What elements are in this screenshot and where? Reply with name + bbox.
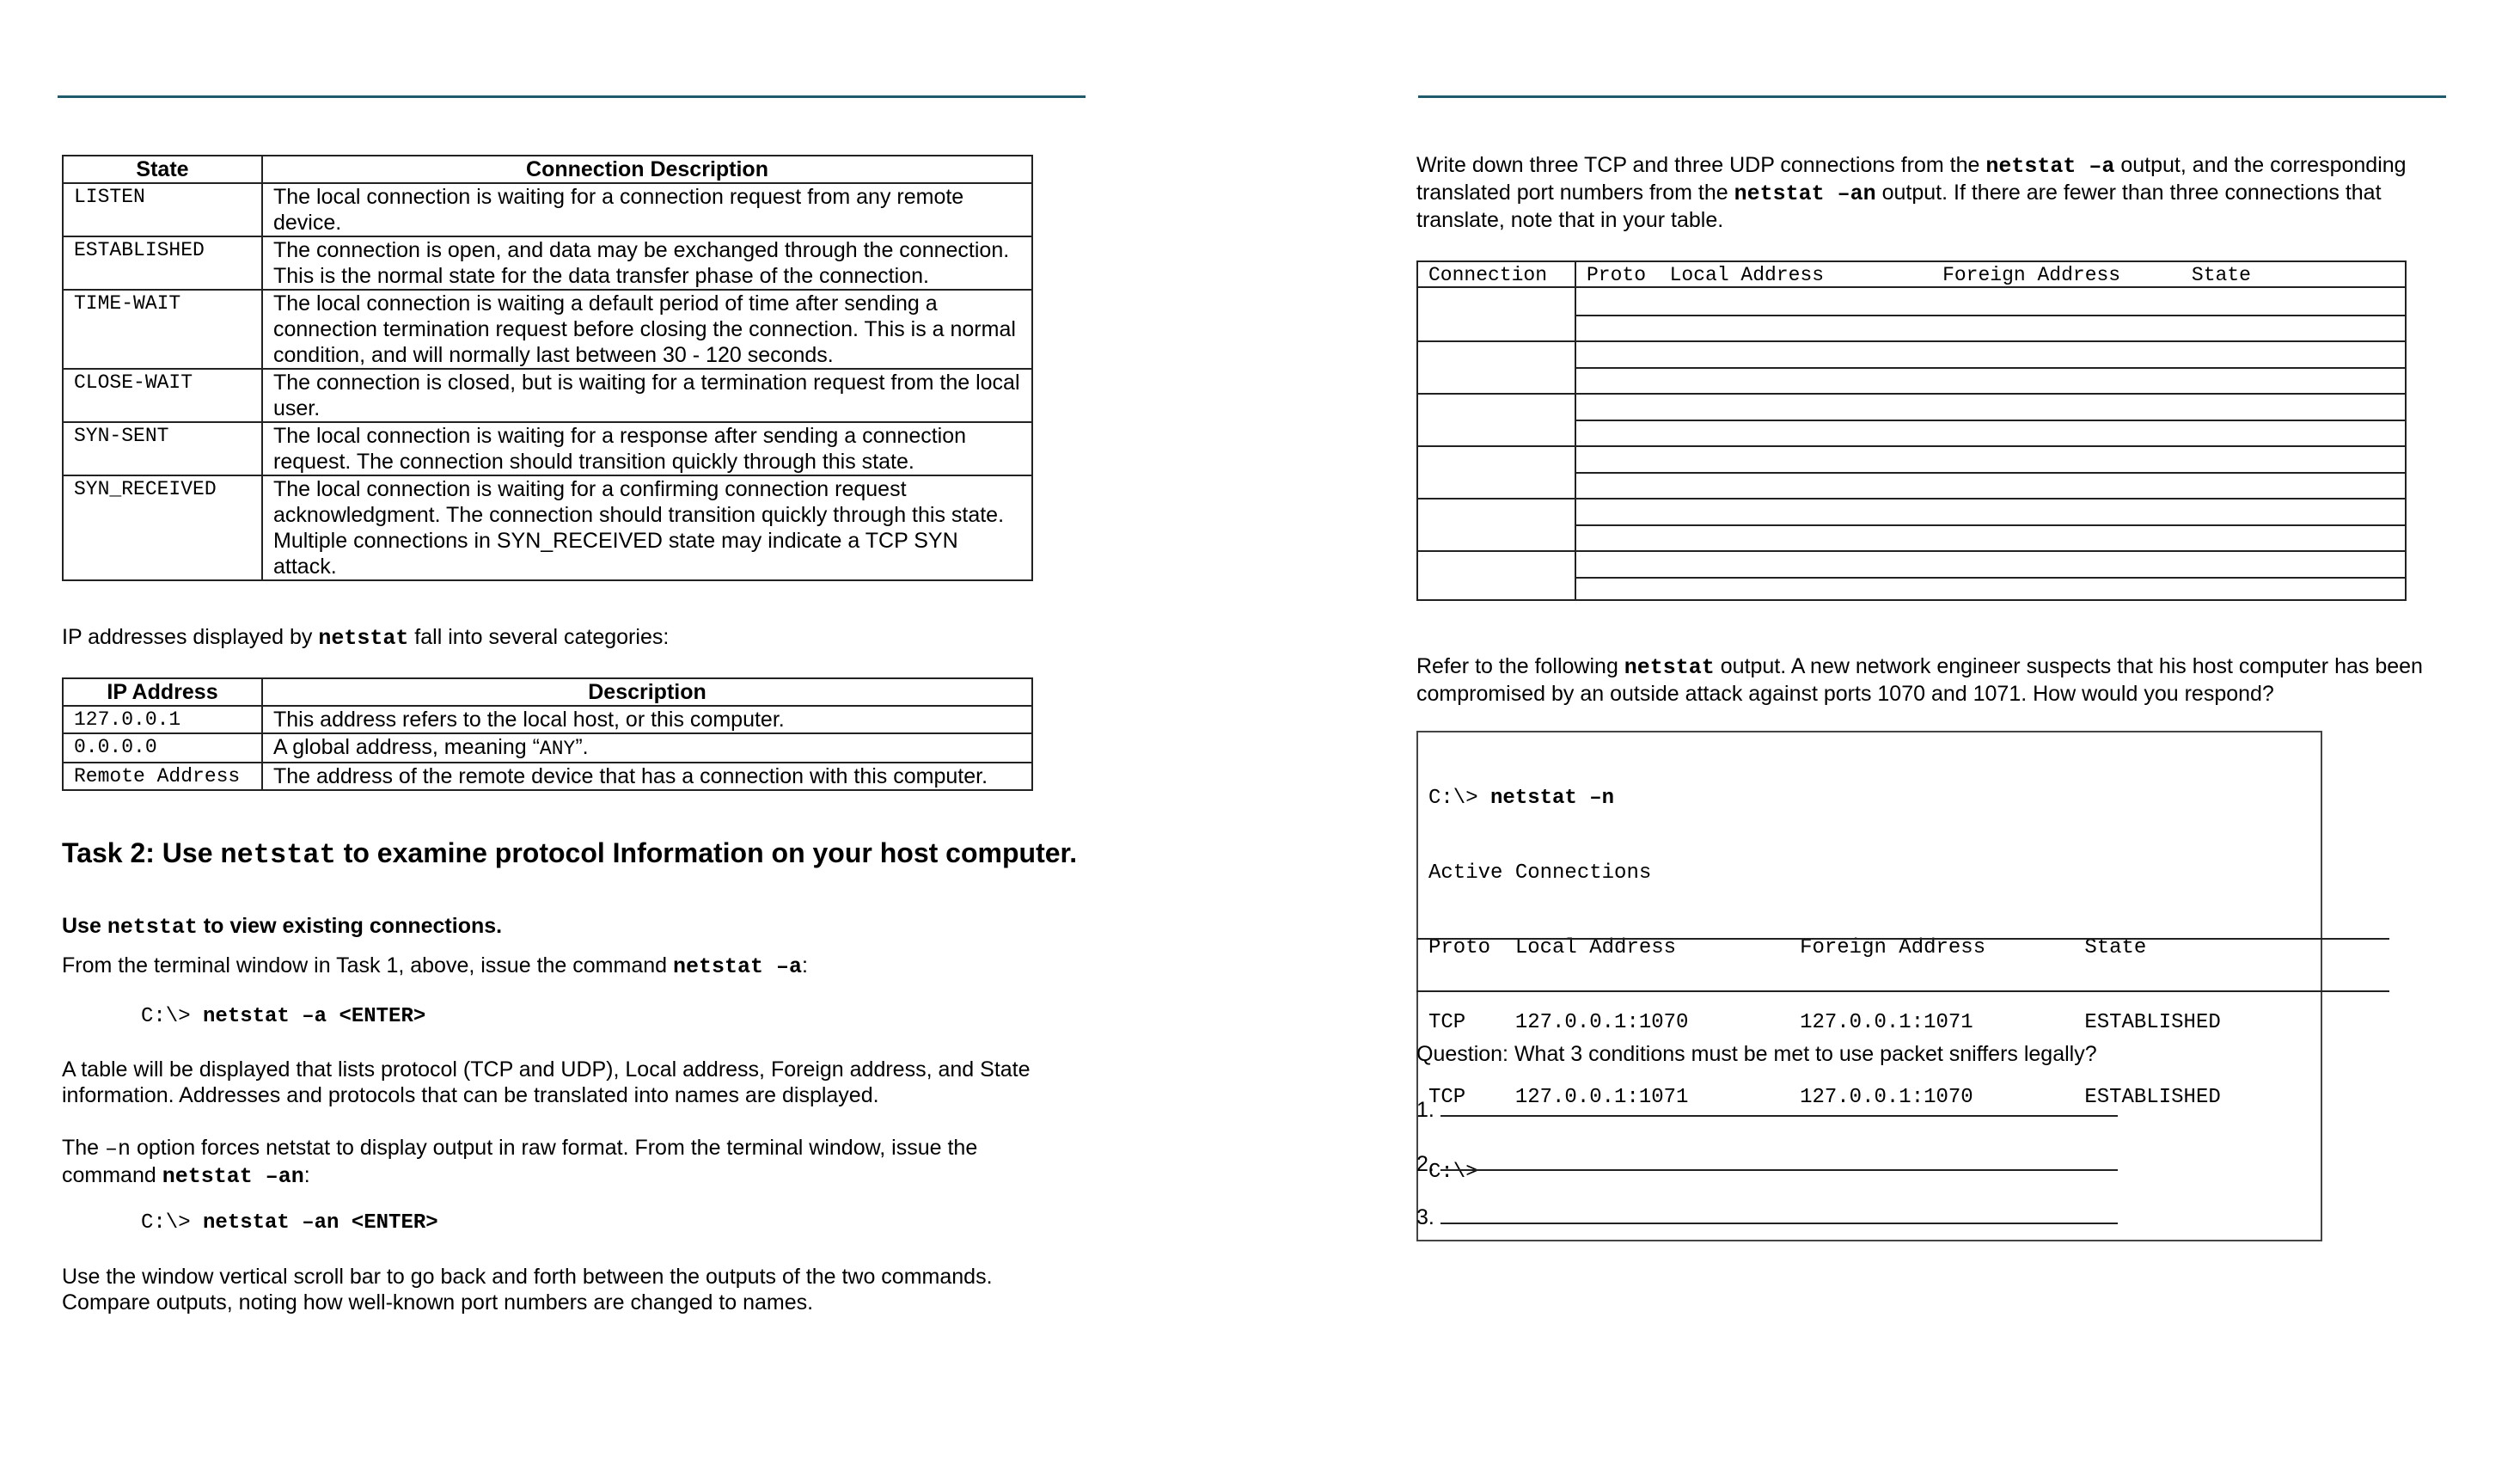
task2-heading — [62, 836, 1077, 873]
table-row — [63, 369, 1032, 422]
ip-desc-code: ANY — [539, 738, 576, 760]
connections-row-rule — [1575, 367, 2405, 369]
state-description: The connection is open, and data may be exchanged through the connection. This is the normal state for the data transfer phase of the connection. — [262, 236, 1032, 290]
state-description: The local connection is waiting for a confirming connection request acknowledgment. The connection should transition quickly through this state. Multiple connections in SYN_RECEIVED state may indicate a TCP SYN attack. — [262, 475, 1032, 580]
task2-post: to examine protocol Information on your host computer. — [335, 837, 1078, 868]
answer-item-3 — [1416, 1202, 2121, 1230]
para3-mid: option forces netstat to display output in raw format. From the terminal window, issue the command — [62, 1136, 978, 1187]
question-packet-sniffers: Question: What 3 conditions must be met to use packet sniffers legally? — [1416, 1042, 2097, 1066]
console-line: Proto Local Address Foreign Address State — [1428, 936, 2147, 959]
r-para1-post: output. If there are fewer than three connections that translate, note that in your table. — [1416, 181, 2382, 232]
r-para2-pre: Refer to the following — [1416, 654, 1624, 678]
connections-divider — [1575, 262, 1576, 599]
para1-pre: From the terminal window in Task 1, above, issue the command — [62, 953, 673, 978]
console-line: C:\> — [1428, 1161, 1478, 1184]
connections-group-rule — [1418, 498, 2405, 499]
task2-pre: Task 2: Use — [62, 837, 221, 868]
r-para1-cmd2: netstat –an — [1734, 181, 1876, 206]
state-description: The local connection is waiting for a connection request from any remote device. — [262, 183, 1032, 236]
connections-group-rule — [1418, 340, 2405, 342]
console-line: TCP 127.0.0.1:1071 127.0.0.1:1070 ESTABLISHED — [1428, 1086, 2221, 1109]
answer-line[interactable] — [1440, 1202, 2118, 1224]
connections-header-columns: Proto Local Address Foreign Address State — [1587, 264, 2251, 286]
state-description: The local connection is waiting a default period of time after sending a connection termination request before closing the connection. This is a normal condition, and will normally last between 30 - 120 seconds. — [262, 290, 1032, 369]
state-name: LISTEN — [63, 183, 262, 236]
answer-item-2 — [1416, 1149, 2121, 1177]
state-description: The connection is closed, but is waiting for a termination request from the local user. — [262, 369, 1032, 422]
para3-post: : — [303, 1163, 310, 1187]
sub1-post: to view existing connections. — [197, 914, 503, 938]
connections-group-rule — [1418, 445, 2405, 447]
r-para2-post: output. A new network engineer suspects that his host computer has been compromised by an outside attack against ports 1070 and 1071. How would you respond? — [1416, 654, 2423, 706]
para3-cmd: netstat –an — [162, 1164, 304, 1189]
ip-value: Remote Address — [63, 763, 262, 790]
paragraph-table-displayed: A table will be displayed that lists protocol (TCP and UDP), Local address, Foreign address, and State information. Addresses and protocols that can be translated into names are displayed. — [62, 1057, 1031, 1107]
connections-row-rule — [1575, 420, 2405, 421]
ip-value: 127.0.0.1 — [63, 706, 262, 733]
state-description: The local connection is waiting for a response after sending a connection request. The connection should transition quickly through this state. — [262, 422, 1032, 475]
ip-desc-pre: A global address, meaning “ — [273, 735, 540, 759]
console-line: TCP 127.0.0.1:1070 127.0.0.1:1071 ESTABLISHED — [1428, 1011, 2221, 1034]
table-row — [63, 475, 1032, 580]
table-row — [63, 183, 1032, 236]
connections-header-connection: Connection — [1428, 264, 1548, 286]
answer-number: 1. — [1416, 1098, 1434, 1122]
answer-number: 3. — [1416, 1205, 1434, 1229]
connections-group-rule — [1418, 393, 2405, 395]
table-row — [63, 422, 1032, 475]
r-para1-pre: Write down three TCP and three UDP connections from the — [1416, 153, 1986, 177]
command-netstat-an — [62, 1210, 438, 1236]
sub1-cmd: netstat — [107, 915, 198, 940]
para3-pre: The — [62, 1136, 106, 1160]
para3-opt: –n — [105, 1137, 132, 1161]
answer-line[interactable] — [1416, 970, 2389, 992]
state-name: SYN-SENT — [63, 422, 262, 475]
table-row — [63, 763, 1032, 790]
answer-line[interactable] — [1440, 1094, 2118, 1117]
tcp-states-table — [62, 155, 1033, 581]
connections-table — [1416, 260, 2407, 601]
table-row — [63, 236, 1032, 290]
subheading-view-connections — [62, 913, 502, 941]
ip-description — [262, 733, 1032, 763]
cmd2-prompt: C:\> — [141, 1211, 204, 1235]
r-para1-mid: output, and the corresponding translated port numbers from the — [1416, 153, 2407, 205]
connections-row-rule — [1575, 315, 2405, 316]
console-command-line — [1428, 786, 2310, 811]
state-name: TIME-WAIT — [63, 290, 262, 369]
r-para2-cmd: netstat — [1624, 655, 1715, 680]
ip-intro-post: fall into several categories: — [408, 625, 670, 649]
connections-header-row — [1418, 262, 2405, 288]
right-header-rule — [1418, 95, 2446, 98]
table-row — [63, 290, 1032, 369]
ip-description: The address of the remote device that has a connection with this computer. — [262, 763, 1032, 790]
ip-intro-cmd: netstat — [318, 626, 409, 651]
paragraph-issue-command — [62, 953, 808, 980]
answer-item-1 — [1416, 1094, 2121, 1123]
table-row — [63, 706, 1032, 733]
console-prompt: C:\> — [1428, 787, 1491, 810]
connections-row-rule — [1575, 472, 2405, 474]
ip-intro-pre: IP addresses displayed by — [62, 625, 319, 649]
console-command: netstat –n — [1490, 787, 1615, 810]
sub1-pre: Use — [62, 914, 107, 938]
states-header-state: State — [63, 156, 262, 183]
connections-row-rule — [1575, 577, 2405, 579]
connections-row-rule — [1575, 524, 2405, 526]
state-name: SYN_RECEIVED — [63, 475, 262, 580]
console-line: Active Connections — [1428, 861, 1652, 885]
ip-value: 0.0.0.0 — [63, 733, 262, 763]
connections-group-rule — [1418, 550, 2405, 552]
answer-number: 2. — [1416, 1152, 1434, 1176]
paragraph-refer-output — [1416, 653, 2448, 707]
r-para1-cmd1: netstat –a — [1985, 154, 2115, 179]
ip-desc-post: ”. — [575, 735, 589, 759]
cmd1-prompt: C:\> — [141, 1005, 204, 1028]
paragraph-n-option — [62, 1135, 1050, 1190]
ip-header-address: IP Address — [63, 678, 262, 706]
answer-line[interactable] — [1416, 917, 2389, 940]
state-name: ESTABLISHED — [63, 236, 262, 290]
ip-header-description: Description — [262, 678, 1032, 706]
para1-post: : — [802, 953, 808, 978]
ip-intro-paragraph — [62, 624, 669, 652]
paragraph-scroll-compare: Use the window vertical scroll bar to go back and forth between the outputs of the two commands. Compare outputs, noting how well-known port numbers are changed to names. — [62, 1265, 993, 1315]
states-header-description: Connection Description — [262, 156, 1032, 183]
left-header-rule — [58, 95, 1086, 98]
command-netstat-a — [62, 1004, 425, 1030]
answer-line[interactable] — [1440, 1149, 2118, 1171]
cmd2-text: netstat –an <ENTER> — [203, 1211, 438, 1235]
table-row — [63, 733, 1032, 763]
state-name: CLOSE-WAIT — [63, 369, 262, 422]
para1-cmd: netstat –a — [672, 954, 803, 979]
ip-description: This address refers to the local host, or this computer. — [262, 706, 1032, 733]
cmd1-text: netstat –a <ENTER> — [203, 1005, 426, 1028]
task2-cmd: netstat — [220, 839, 336, 871]
ip-address-table — [62, 677, 1033, 791]
paragraph-write-connections — [1416, 152, 2448, 233]
